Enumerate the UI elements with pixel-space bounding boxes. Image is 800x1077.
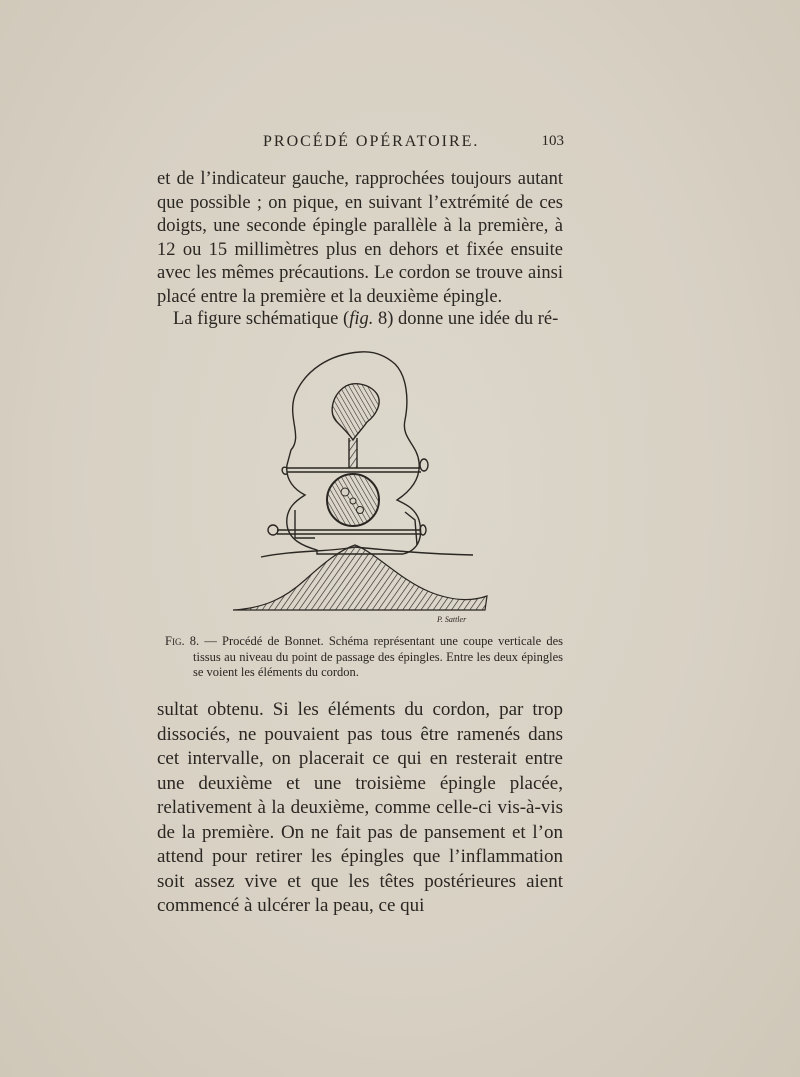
paragraph-3: sultat obtenu. Si les éléments du cordon, par trop dissociés, ne pouvaient pas tous être ramenés dans cet intervalle, on placerait ce qui en resterait entre une deuxième et une troisième épingle placée, relativement à la deuxième, comme celle-ci vis-à-vis de la première. On ne fait pas de pansement et l’on attend pour retirer les épingles que l’inflammation soit assez vive et que les têtes postérieures aient commencé à ulcérer la peau, ce qui xyxy=(157,699,563,916)
caption-text: — Procédé de Bonnet. Schéma représentant une coupe verticale des tissus au niveau du point de passage des épingles. Entre les deux épingles se voient les éléments du cordon. xyxy=(193,634,563,679)
paragraph-2-end: 8) donne une idée du ré- xyxy=(373,309,559,329)
testis-shape xyxy=(332,384,379,440)
upper-pin xyxy=(287,468,421,472)
figure-8-schematic xyxy=(225,340,505,632)
upper-pin-head xyxy=(420,459,428,471)
figure-caption xyxy=(165,634,563,681)
paragraph-2-start: La figure schématique ( xyxy=(173,309,350,329)
paragraph-2 xyxy=(157,308,563,332)
paragraph-1: et de l’indicateur gauche, rapprochées toujours autant que possible ; on pique, en suivant l’extrémité de ces doigts, une seconde épingle parallèle à la première, à 12 ou 15 millimètres plus en dehors et fixée ensuite avec les mêmes précautions. Le cordon se trouve ainsi placé entre la première et la deuxième épingle. xyxy=(157,169,563,307)
caption-label: Fig. 8. xyxy=(165,634,200,648)
artist-signature: P. Sattler xyxy=(437,615,467,624)
figure-drawing xyxy=(225,340,505,632)
fig-reference: fig. xyxy=(349,309,374,329)
page-number: 103 xyxy=(541,133,564,149)
running-title: PROCÉDÉ OPÉRATOIRE. xyxy=(263,133,480,150)
page-header xyxy=(160,133,564,157)
lower-pin-head xyxy=(268,525,278,535)
lower-pin xyxy=(277,530,421,534)
